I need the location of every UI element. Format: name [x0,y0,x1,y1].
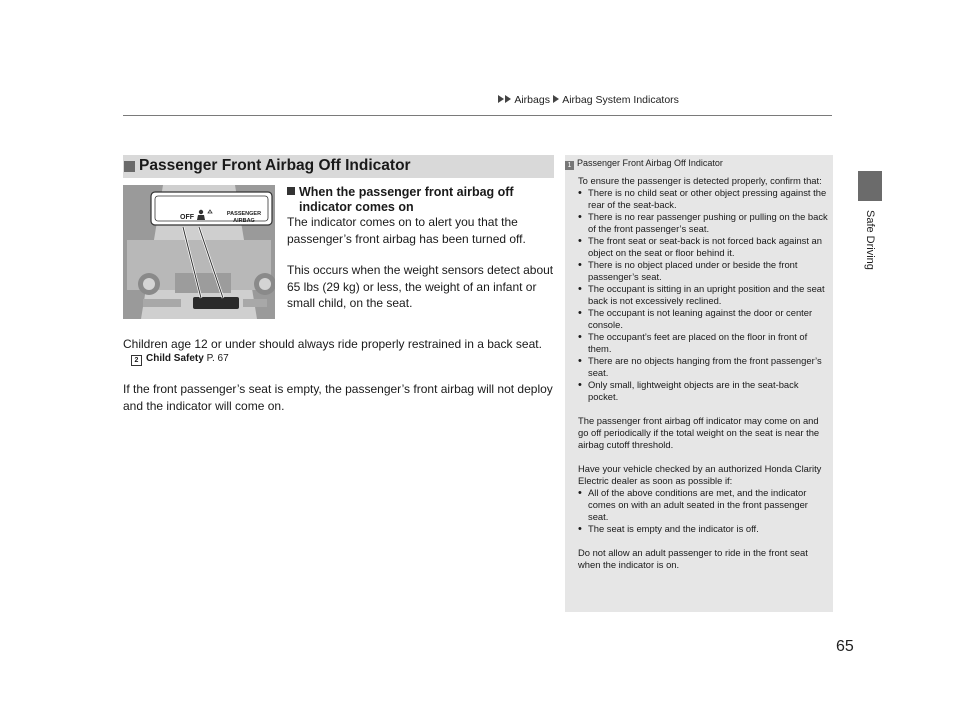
list-item: • There is no object placed under or beside the front passenger’s seat. [578,259,828,283]
list-item: • There is no rear passenger pushing or pulling on the back of the front passenger’s seat. [578,211,828,235]
child-safety-link[interactable]: Child Safety [146,353,204,364]
children-rear-seat-note: Children age 12 or under should always ride properly restrained in a back seat. [123,337,542,351]
header-divider [123,115,832,116]
child-safety-reference[interactable] [131,353,229,366]
condition-list [578,187,828,403]
chapter-tab-marker [858,171,882,201]
sub-heading: When the passenger front airbag off indicator comes on [287,185,555,215]
reference-arrow-icon: 2 [131,355,142,366]
weight-sensor-description: This occurs when the weight sensors detect about 65 lbs (29 kg) or less, the weight of an infant or small child, on the seat. [287,263,554,310]
chapter-tab-label: Safe Driving [864,210,876,270]
subheading-square-icon [287,187,295,195]
breadcrumb-arrow-icon [505,95,511,103]
note-final: Do not allow an adult passenger to ride in the front seat when the indicator is on. [578,547,808,570]
side-note-box [565,155,833,612]
note-periodic: The passenger front airbag off indicator may come on and go off periodically if the total weight on the seat is near the airbag cutoff threshold. [578,415,820,450]
side-note-heading: 1 Passenger Front Airbag Off Indicator [565,158,723,170]
list-item: • There are no objects hanging from the front passenger’s seat. [578,355,828,379]
list-item: • The occupant’s feet are placed on the floor in front of them. [578,331,828,355]
reference-page: P. 67 [206,353,229,364]
list-item: • There is no child seat or other object pressing against the rear of the seat-back. [578,187,828,211]
off-indicator-label: OFF [180,214,194,221]
list-item: • The seat is empty and the indicator is off. [578,523,828,535]
page-number: 65 [836,638,854,655]
section-title-bar [123,155,554,178]
passenger-airbag-label: PASSENGER AIRBAG [226,211,262,224]
list-item: • The occupant is sitting in an upright position and the seat back is not excessively reclined. [578,283,828,307]
note-dealer: Have your vehicle checked by an authorized Honda Clarity Electric dealer as soon as possible if: [578,463,822,486]
breadcrumb-arrow-icon [553,95,559,103]
section-square-icon [124,161,135,172]
breadcrumb-arrow-icon [498,95,504,103]
dealer-condition-list [578,487,828,535]
list-item: • The front seat or seat-back is not forced back against an object on the seat or floor behind it. [578,235,828,259]
list-item: • Only small, lightweight objects are in the seat-back pocket. [578,379,828,403]
empty-seat-note: If the front passenger’s seat is empty, the passenger’s front airbag will not deploy and the indicator will come on. [123,382,553,413]
breadcrumb-item-airbags[interactable]: Airbags [514,94,550,106]
note-number-badge: 1 [565,161,574,170]
list-item: • All of the above conditions are met, and the indicator comes on with an adult seated in the front passenger seat. [578,487,828,523]
dashboard-illustration [123,185,275,319]
breadcrumb [498,94,679,106]
list-item: • The occupant is not leaning against the door or center console. [578,307,828,331]
side-note-body [578,175,828,571]
note-intro: To ensure the passenger is detected properly, confirm that: [578,175,822,186]
section-title: Passenger Front Airbag Off Indicator [139,157,411,174]
indicator-description: The indicator comes on to alert you that the passenger’s front airbag has been turned off. [287,215,526,246]
breadcrumb-item-indicators[interactable]: Airbag System Indicators [562,94,679,106]
